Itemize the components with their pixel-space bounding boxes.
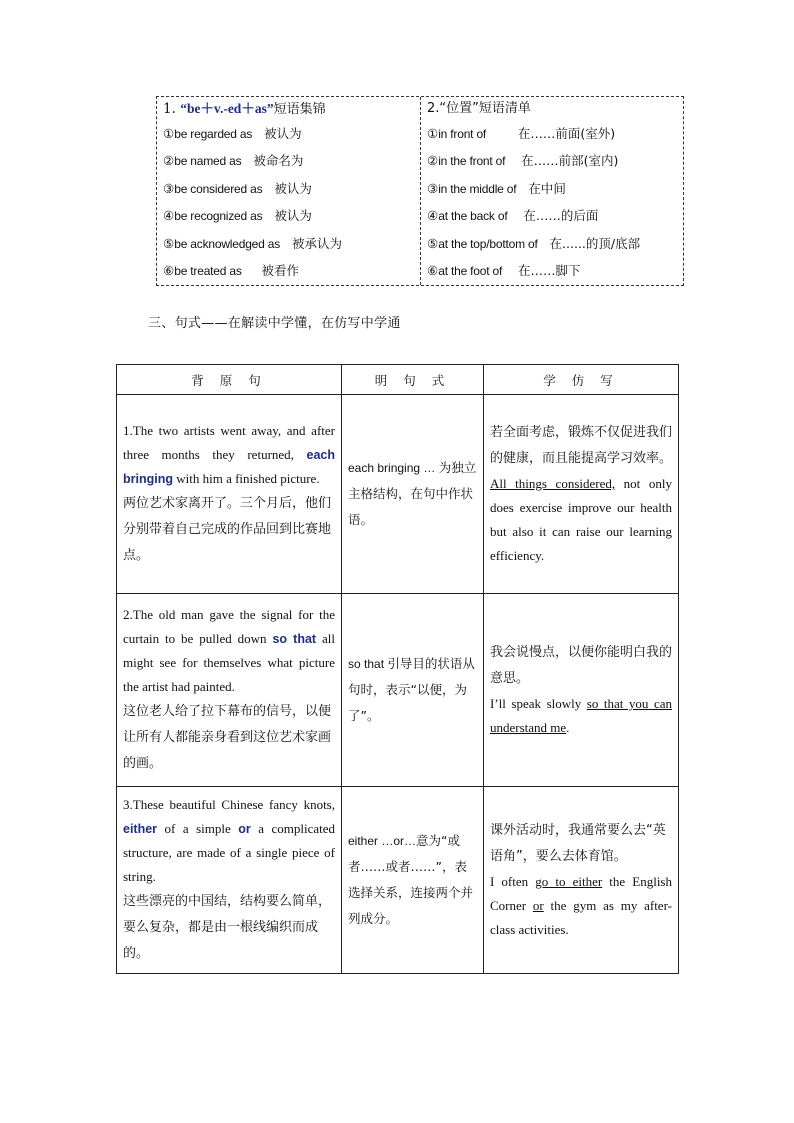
phrase-item: ①in front of 在……前面(室外) xyxy=(427,126,616,141)
phrase-column-title: 2.“位置”短语清单 xyxy=(427,101,531,116)
imitation-answer-en: I’ll speak slowly so that you can understand me. xyxy=(490,696,672,735)
table-row xyxy=(117,594,679,787)
imitation-prompt-zh: 课外活动时，我通常要么去“英语角”，要么去体育馆。 xyxy=(490,823,666,864)
table-row xyxy=(117,395,679,594)
phrase-item: ⑤at the top/bottom of 在......的顶/底部 xyxy=(427,235,641,251)
phrase-item: ④be recognized as 被认为 xyxy=(163,208,312,224)
phrase-item: ⑥at the foot of 在……脚下 xyxy=(427,262,581,278)
original-sentence-zh: 两位艺术家离开了。三个月后，他们分别带着自己完成的作品回到比赛地点。 xyxy=(123,496,332,563)
header-recite-original: 背 原 句 xyxy=(117,365,342,395)
answer-blank: All things considered, xyxy=(490,476,616,491)
keyword: either xyxy=(123,822,158,836)
pattern-explanation: each bringing … 为独立主格结构，在句中作状语。 xyxy=(348,460,477,527)
phrase-item: ②be named as 被命名为 xyxy=(163,153,304,169)
imitation-cell xyxy=(484,594,679,787)
keyword: or xyxy=(238,822,251,836)
original-sentence-en: 2.The old man gave the signal for the curtain to be pulled down so that all might see for themselves what picture the artist had painted. xyxy=(123,607,335,694)
title-suffix: 短语集锦 xyxy=(273,102,326,117)
pattern-cell xyxy=(342,787,484,974)
answer-blank: go to either xyxy=(535,874,603,889)
phrase-item: ①be regarded as 被认为 xyxy=(163,126,302,141)
phrase-item: ⑥be treated as 被看作 xyxy=(163,262,300,278)
section-heading: 三、句式——在解读中学懂，在仿写中学通 xyxy=(148,316,401,331)
phrase-column-be-ved-as xyxy=(157,97,421,285)
original-sentence-en: 3.These beautiful Chinese fancy knots, either of a simple or a complicated structure, are made of a single piece of string. xyxy=(123,797,335,884)
phrase-item: ③in the middle of 在中间 xyxy=(427,180,566,196)
phrase-box xyxy=(156,96,684,286)
imitation-cell xyxy=(484,787,679,974)
phrase-item: ④at the back of 在……的后面 xyxy=(427,208,599,224)
original-sentence-cell xyxy=(117,395,342,594)
phrase-item: ⑤be acknowledged as 被承认为 xyxy=(163,235,342,251)
header-imitate-writing: 学 仿 写 xyxy=(484,365,679,395)
original-sentence-zh: 这些漂亮的中国结，结构要么简单，要么复杂，都是由一根线编织而成的。 xyxy=(123,894,332,961)
original-sentence-en: 1.The two artists went away, and after three months they returned, each bringing with him a finished picture. xyxy=(123,423,335,486)
table-row xyxy=(117,787,679,974)
original-sentence-cell xyxy=(117,594,342,787)
pattern-explanation: so that 引导目的状语从句时，表示“以便，为了”。 xyxy=(348,656,475,723)
original-sentence-cell xyxy=(117,787,342,974)
imitation-answer-en: All things considered, not only does exercise improve our health but also it can raise our learning efficiency. xyxy=(490,476,672,563)
imitation-answer-en: I often go to either the English Corner or the gym as my after-class activities. xyxy=(490,874,672,937)
title-pattern: “be＋v.-ed＋as” xyxy=(180,101,274,116)
imitation-prompt-zh: 我会说慢点，以便你能明白我的意思。 xyxy=(490,645,673,686)
keyword: each bringing xyxy=(123,448,335,486)
pattern-cell xyxy=(342,594,484,787)
phrase-column-title xyxy=(163,98,420,120)
answer-blank: so that you can understand me xyxy=(490,696,672,735)
keyword: so that xyxy=(272,632,317,646)
phrase-list xyxy=(163,120,420,284)
pattern-explanation: either …or…意为“或者……或者……”，表选择关系，连接两个并列成分。 xyxy=(348,833,474,926)
table-header-row xyxy=(117,365,679,395)
phrase-column-position xyxy=(421,97,683,285)
imitation-prompt-zh: 若全面考虑，锻炼不仅促进我们的健康，而且能提高学习效率。 xyxy=(490,425,673,466)
imitation-cell xyxy=(484,395,679,594)
pattern-cell xyxy=(342,395,484,594)
phrase-item: ②in the front of 在……前部(室内) xyxy=(427,153,619,169)
original-sentence-zh: 这位老人给了拉下幕布的信号，以便让所有人都能亲身看到这位艺术家画的画。 xyxy=(123,704,332,771)
phrase-list xyxy=(427,120,683,284)
phrase-item: ③be considered as 被认为 xyxy=(163,180,312,196)
title-number: 1. xyxy=(163,101,176,117)
answer-blank: or xyxy=(532,898,544,913)
header-understand-pattern: 明 句 式 xyxy=(342,365,484,395)
sentence-pattern-table xyxy=(116,364,679,974)
